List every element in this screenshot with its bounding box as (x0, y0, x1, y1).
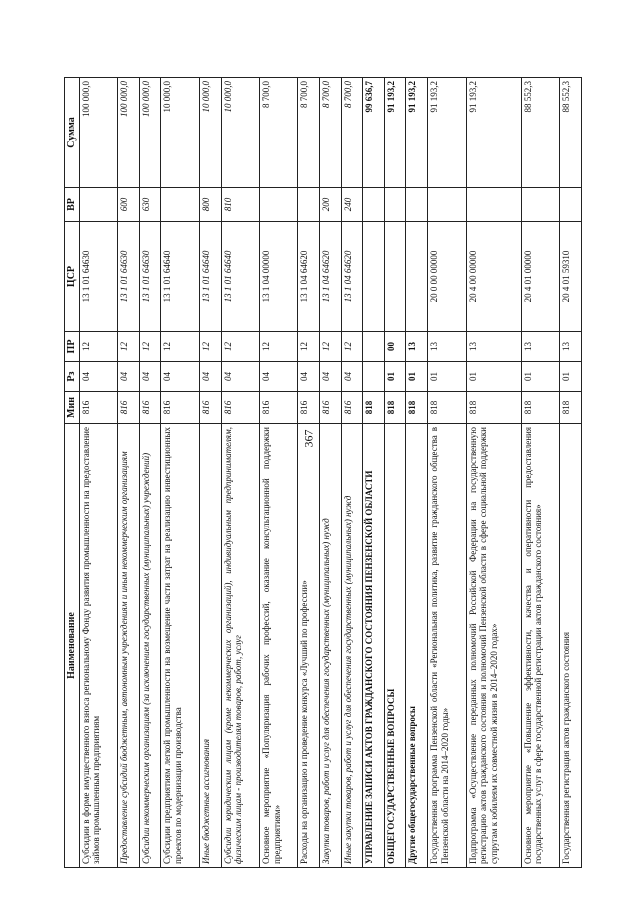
cell-vr: 630 (139, 188, 161, 222)
cell-min: 818 (384, 392, 406, 424)
cell-vr (363, 188, 385, 222)
cell-name: Подпрограмма «Осуществление переданных полномочий Российской Федерации на государственную регистрацию актов гражданского состояния и полномочий Пензенской области в сфере социальной поддержки супругам к юбилеям их совместной жизни в 2014–2020 годах» (466, 424, 521, 868)
table-row (521, 78, 559, 868)
cell-min: 816 (298, 392, 320, 424)
cell-name: Другие общегосударственные вопросы (406, 424, 428, 868)
cell-name: Основное мероприятие «Повышение эффективности, качества и оперативности предоставления государственных услуг в сфере государственной регистрации актов гражданского состояния» (521, 424, 559, 868)
table-row (199, 78, 221, 868)
cell-name: Расходы на организацию и проведение конкурса «Лучший по профессии» (298, 424, 320, 868)
cell-min: 816 (259, 392, 297, 424)
cell-sum: 88 552,3 (521, 78, 559, 188)
cell-min: 816 (341, 392, 363, 424)
table-row (221, 78, 259, 868)
cell-pr: 12 (199, 332, 221, 362)
table-row (161, 78, 199, 868)
cell-rz: 01 (466, 362, 521, 392)
cell-name: Закупка товаров, работ и услуг для обеспечения государственных (муниципальных) нужд (320, 424, 342, 868)
cell-csr: 13 1 01 64640 (161, 222, 199, 332)
cell-rz: 04 (79, 362, 117, 392)
cell-min: 816 (320, 392, 342, 424)
cell-min: 818 (406, 392, 428, 424)
cell-name: Государственная программа Пензенской области «Региональная политика, развитие гражданского общества в Пензенской области на 2014–2020 годы» (428, 424, 466, 868)
cell-csr: 20 0 00 00000 (428, 222, 466, 332)
cell-pr: 12 (341, 332, 363, 362)
cell-rz: 04 (259, 362, 297, 392)
cell-name: Государственная регистрация актов гражданского состояния (560, 424, 582, 868)
cell-rz: 01 (521, 362, 559, 392)
table-row (259, 78, 297, 868)
table-row (384, 78, 406, 868)
cell-pr: 12 (298, 332, 320, 362)
cell-sum: 99 636,7 (363, 78, 385, 188)
cell-pr (363, 332, 385, 362)
cell-min: 816 (79, 392, 117, 424)
table-row (341, 78, 363, 868)
cell-vr (79, 188, 117, 222)
cell-rz: 04 (161, 362, 199, 392)
cell-csr: 13 1 04 64620 (320, 222, 342, 332)
table-row (320, 78, 342, 868)
cell-csr: 13 1 01 64630 (118, 222, 140, 332)
cell-vr (521, 188, 559, 222)
cell-vr (259, 188, 297, 222)
header-csr: ЦСР (65, 222, 80, 332)
cell-vr: 600 (118, 188, 140, 222)
cell-vr (384, 188, 406, 222)
cell-min: 816 (118, 392, 140, 424)
cell-csr (406, 222, 428, 332)
cell-min: 818 (428, 392, 466, 424)
cell-vr (406, 188, 428, 222)
cell-name: Предоставление субсидий бюджетным, автономным учреждениям и иным некоммерческим организациям (118, 424, 140, 868)
cell-rz: 04 (221, 362, 259, 392)
cell-rz: 04 (298, 362, 320, 392)
cell-sum: 91 193,2 (466, 78, 521, 188)
cell-pr: 12 (139, 332, 161, 362)
cell-pr: 12 (259, 332, 297, 362)
cell-rz: 04 (341, 362, 363, 392)
cell-pr: 00 (384, 332, 406, 362)
cell-sum: 10 000,0 (221, 78, 259, 188)
cell-csr: 13 1 01 64640 (199, 222, 221, 332)
cell-rz: 01 (428, 362, 466, 392)
cell-pr: 12 (79, 332, 117, 362)
cell-rz: 04 (118, 362, 140, 392)
table-row (466, 78, 521, 868)
cell-csr (384, 222, 406, 332)
table-body (79, 78, 581, 868)
cell-sum: 10 000,0 (161, 78, 199, 188)
header-vr: ВР (65, 188, 80, 222)
cell-pr: 12 (118, 332, 140, 362)
cell-name: Основное мероприятие «Популяризация рабочих профессий, оказание консультационной поддержки предприятиям» (259, 424, 297, 868)
cell-vr (161, 188, 199, 222)
cell-pr: 12 (161, 332, 199, 362)
cell-csr: 13 1 01 64640 (221, 222, 259, 332)
cell-vr (428, 188, 466, 222)
cell-csr (363, 222, 385, 332)
cell-sum: 8 700,0 (341, 78, 363, 188)
cell-pr: 12 (221, 332, 259, 362)
table-row (406, 78, 428, 868)
cell-vr (466, 188, 521, 222)
header-name: Наименование (65, 424, 80, 868)
cell-vr: 240 (341, 188, 363, 222)
cell-csr: 13 1 01 64630 (139, 222, 161, 332)
cell-min: 816 (221, 392, 259, 424)
cell-sum: 100 000,0 (118, 78, 140, 188)
cell-sum: 88 552,3 (560, 78, 582, 188)
cell-name: ОБЩЕГОСУДАРСТВЕННЫЕ ВОПРОСЫ (384, 424, 406, 868)
cell-name: Субсидии в форме имущественного взноса региональному Фонду развития промышленности на предоставление займов промышленным предприятиям (79, 424, 117, 868)
cell-pr: 13 (406, 332, 428, 362)
cell-rz: 01 (406, 362, 428, 392)
table-row (298, 78, 320, 868)
cell-min: 818 (521, 392, 559, 424)
cell-csr: 13 1 04 64620 (298, 222, 320, 332)
cell-vr (560, 188, 582, 222)
cell-rz: 01 (560, 362, 582, 392)
rotated-table-container (64, 78, 582, 868)
header-min: Мин (65, 392, 80, 424)
cell-name: Иные бюджетные ассигнования (199, 424, 221, 868)
cell-name: Субсидии некоммерческим организациям (за исключением государственных (муниципальных) учреждений) (139, 424, 161, 868)
cell-rz (363, 362, 385, 392)
cell-pr: 13 (466, 332, 521, 362)
table-row (363, 78, 385, 868)
cell-csr: 13 1 04 00000 (259, 222, 297, 332)
table-header-row (65, 78, 80, 868)
cell-vr: 200 (320, 188, 342, 222)
cell-sum: 100 000,0 (139, 78, 161, 188)
cell-min: 816 (139, 392, 161, 424)
cell-csr: 13 1 01 64630 (79, 222, 117, 332)
cell-sum: 91 193,2 (384, 78, 406, 188)
cell-sum: 10 000,0 (199, 78, 221, 188)
header-pr: ПР (65, 332, 80, 362)
cell-csr: 13 1 04 64620 (341, 222, 363, 332)
cell-csr: 20 4 01 59310 (560, 222, 582, 332)
cell-pr: 13 (428, 332, 466, 362)
budget-table (64, 77, 582, 868)
cell-rz: 04 (199, 362, 221, 392)
cell-sum: 8 700,0 (298, 78, 320, 188)
cell-sum: 8 700,0 (320, 78, 342, 188)
cell-pr: 13 (560, 332, 582, 362)
table-row (139, 78, 161, 868)
cell-vr (298, 188, 320, 222)
cell-pr: 13 (521, 332, 559, 362)
page-number: 367 (301, 429, 316, 448)
cell-pr: 12 (320, 332, 342, 362)
cell-name: Субсидии предприятиям легкой промышленности на возмещение части затрат на реализацию инвестиционных проектов по модернизации производства (161, 424, 199, 868)
cell-min: 816 (199, 392, 221, 424)
cell-sum: 91 193,2 (428, 78, 466, 188)
cell-min: 816 (161, 392, 199, 424)
cell-sum: 8 700,0 (259, 78, 297, 188)
header-rz: Рз (65, 362, 80, 392)
cell-sum: 100 000,0 (79, 78, 117, 188)
cell-csr: 20 4 01 00000 (521, 222, 559, 332)
cell-vr: 810 (221, 188, 259, 222)
cell-min: 818 (560, 392, 582, 424)
cell-name: Иные закупки товаров, работ и услуг для обеспечения государственных (муниципальных) нужд (341, 424, 363, 868)
cell-rz: 04 (320, 362, 342, 392)
cell-rz: 04 (139, 362, 161, 392)
cell-min: 818 (363, 392, 385, 424)
table-row (79, 78, 117, 868)
cell-vr: 800 (199, 188, 221, 222)
cell-csr: 20 4 00 00000 (466, 222, 521, 332)
header-sum: Сумма (65, 78, 80, 188)
table-row (428, 78, 466, 868)
table-row (118, 78, 140, 868)
table-row (560, 78, 582, 868)
cell-min: 818 (466, 392, 521, 424)
cell-name: УПРАВЛЕНИЕ ЗАПИСИ АКТОВ ГРАЖДАНСКОГО СОСТОЯНИЯ ПЕНЗЕНСКОЙ ОБЛАСТИ (363, 424, 385, 868)
cell-name: Субсидии юридическим лицам (кроме некоммерческих организаций), индивидуальным предпринимателям, физическим лицам - производителям товаров, работ, услуг (221, 424, 259, 868)
cell-rz: 01 (384, 362, 406, 392)
cell-sum: 91 193,2 (406, 78, 428, 188)
